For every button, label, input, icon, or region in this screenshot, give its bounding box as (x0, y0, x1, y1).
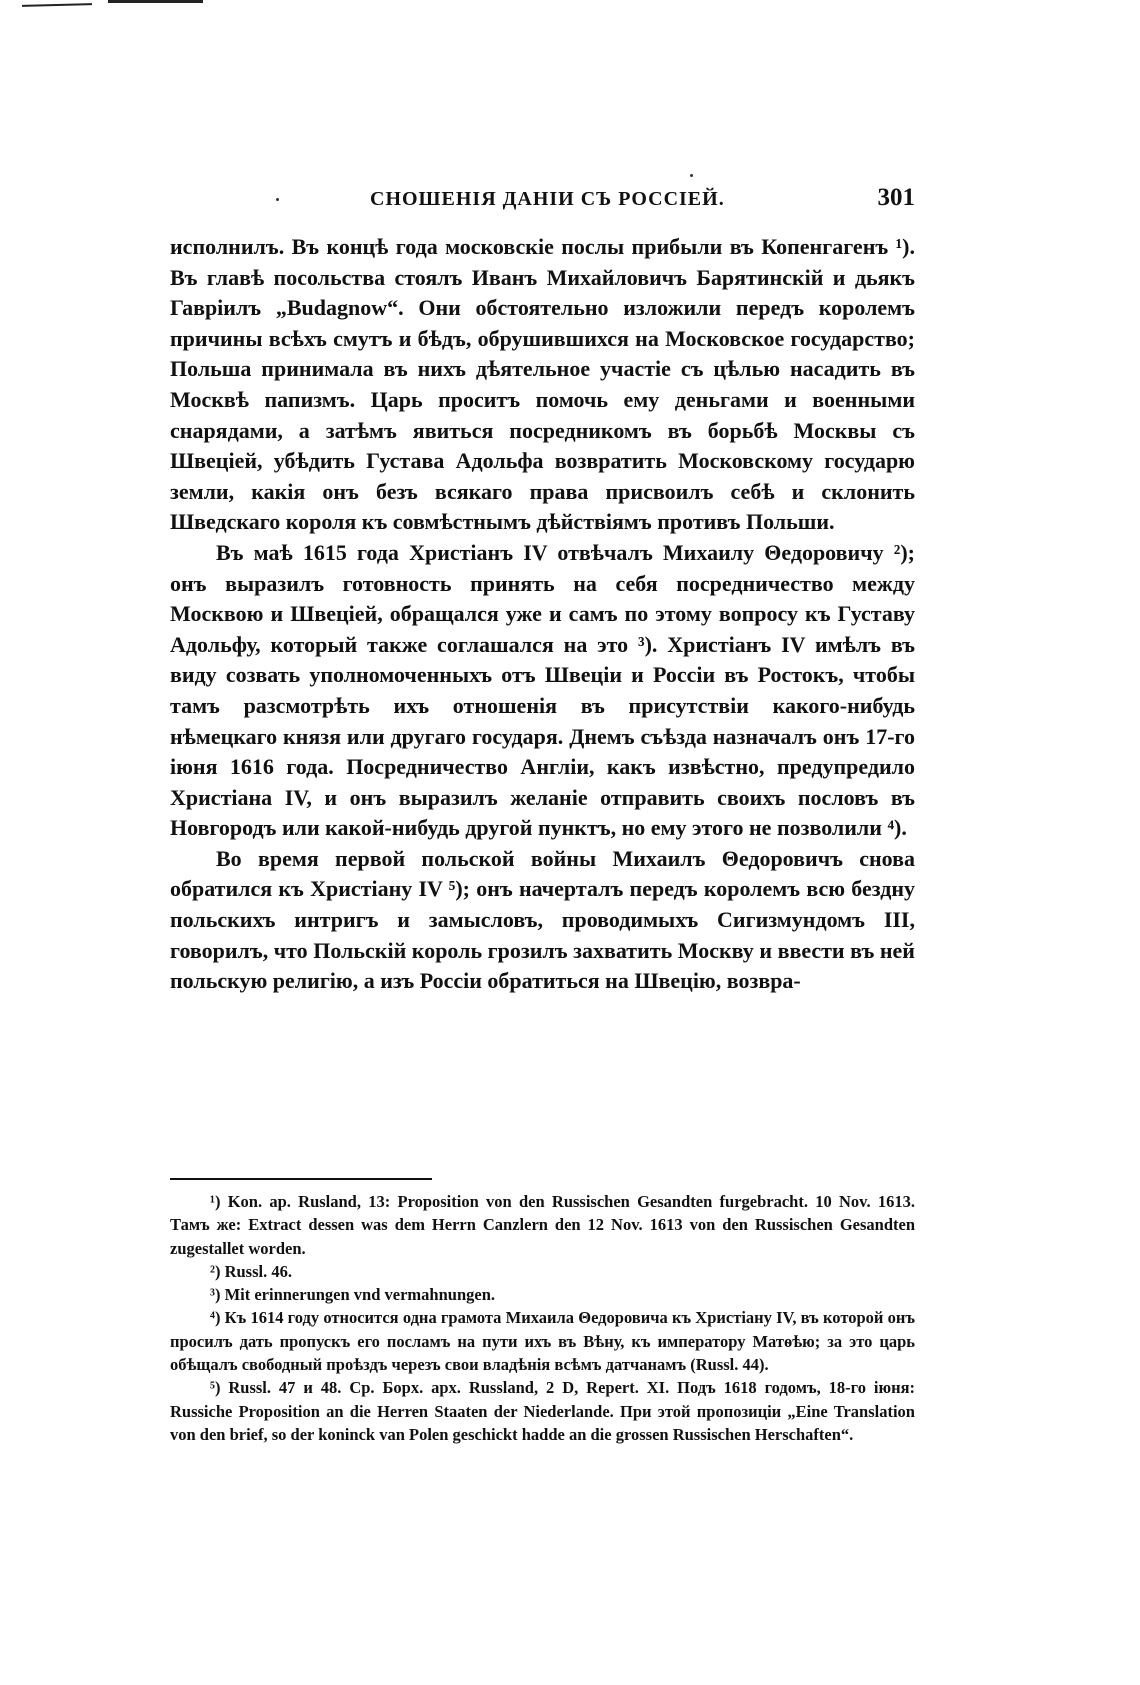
footnote-2: ²) Russl. 46. (210, 1261, 292, 1281)
paragraph: исполнилъ. Въ концѣ года московскіе послы прибыли въ Копенгагенъ ¹). Въ главѣ посольства стоялъ Иванъ Михайловичъ Барятинскій и дьякъ Гавріилъ „Budagnow“. Они обстоятельно изложили передъ королемъ причины всѣхъ смутъ и бѣдъ, обрушившихся на Московское государство; Польша принимала въ нихъ дѣятельное участіе съ цѣлью насадить въ Москвѣ папизмъ. Царь проситъ помочь ему деньгами и военными снарядами, а затѣмъ явиться посредникомъ въ борьбѣ Москвы съ Швеціей, убѣдить Густава Адольфа возвратить Московскому государю земли, какія онъ безъ всякаго права присвоилъ себѣ и склонить Шведскаго короля къ совмѣстнымъ дѣйствіямъ противъ Польши. (170, 234, 915, 535)
running-title: СНОШЕНІЯ ДАНІИ СЪ РОССІЕЙ. (370, 188, 725, 210)
speck (690, 174, 693, 177)
footnote-4: ⁴) Къ 1614 году относится одна грамота Михаила Θедоровича къ Христіану IV, въ которой онъ просилъ дать пропускъ его посламъ на пути ихъ въ Вѣну, къ императору Матѳѣю; за это царь обѣщалъ свободный проѣздъ черезъ свои владѣнія всѣмъ датчанамъ (Russl. 44). (170, 1308, 915, 1375)
scan-edge-mark-left (22, 3, 92, 7)
footnote-5: ⁵) Russl. 47 и 48. Ср. Борх. арх. Russland, 2 D, Repert. XI. Подъ 1618 годомъ, 18-го іюня: Russiche Proposition an die Herren Staaten der Niederlande. При этой пропозиціи „Eine Translation von den brief, so der koninck van Polen geschickt hadde an die grossen Russischen Herschaften“. (170, 1378, 915, 1444)
main-text (170, 232, 915, 997)
footnote-3: ³) Mit erinnerungen vnd vermahnungen. (210, 1285, 496, 1305)
page-header (170, 184, 915, 218)
footnote-1: ¹) Kon. ap. Rusland, 13: Proposition von den Russischen Gesandten furgebracht. 10 Nov. 1613. Тамъ же: Extract dessen was dem Herrn Canzlern den 12 Nov. 1613 von den Russischen Gesandten zugestallet worden. (170, 1192, 915, 1258)
paragraph: Во время первой польской войны Михаилъ Θедоровичъ снова обратился къ Христіану IV ⁵); онъ начерталъ передъ королемъ всю бездну польскихъ интригъ и замысловъ, проводимыхъ Сигизмундомъ III, говорилъ, что Польскій король грозилъ захватить Москву и ввести въ ней польскую религію, а изъ Россіи обратиться на Швецію, возвра- (170, 845, 915, 994)
footnotes (170, 1190, 915, 1446)
scan-edge-mark-right (108, 0, 203, 3)
paragraph: Въ маѣ 1615 года Христіанъ IV отвѣчалъ Михаилу Θедоровичу ²); онъ выразилъ готовность принять на себя посредничество между Москвою и Швеціей, обращался уже и самъ по этому вопросу къ Густаву Адольфу, который также соглашался на это ³). Христіанъ IV имѣлъ въ виду созвать уполномоченныхъ отъ Швеціи и Россіи въ Ростокъ, чтобы тамъ разсмотрѣть ихъ отношенія въ присутствіи какого-нибудь нѣмецкаго князя или другаго государя. Днемъ съѣзда назначалъ онъ 17-го іюня 1616 года. Посредничество Англіи, какъ извѣстно, предупредило Христіана IV, и онъ выразилъ желаніе отправить своихъ пословъ въ Новгородъ или какой-нибудь другой пунктъ, но ему этого не позволили ⁴). (170, 539, 915, 841)
page-number: 301 (877, 184, 915, 211)
footnote-separator (170, 1178, 432, 1180)
speck (276, 198, 279, 201)
